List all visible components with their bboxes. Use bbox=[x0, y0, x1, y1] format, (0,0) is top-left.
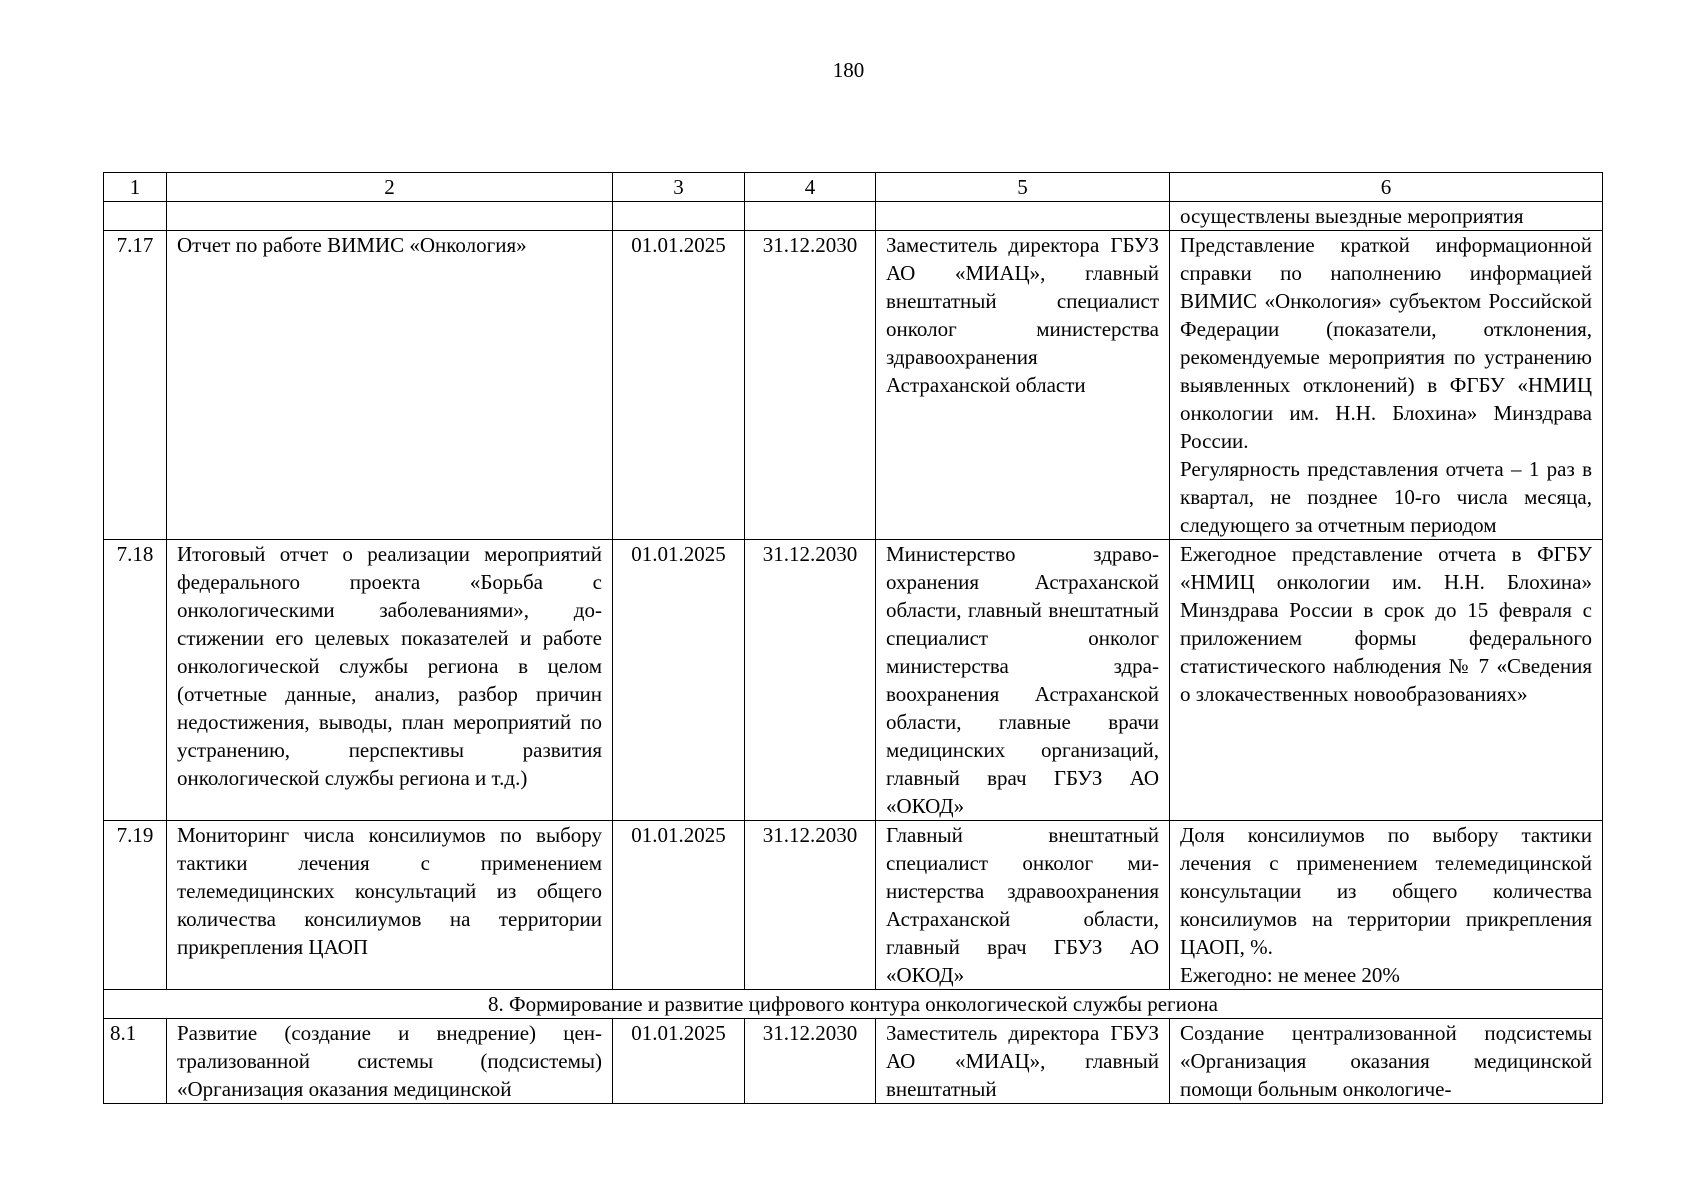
expected-result: Создание централизованной подсистемы «Организация оказания медицинской помощи больным онкологиче- bbox=[1170, 1019, 1603, 1104]
result-cell: осуществлены выездные мероприятия bbox=[1170, 202, 1603, 231]
start-date: 01.01.2025 bbox=[613, 540, 745, 821]
result-paragraph: Ежегодно: не менее 20% bbox=[1180, 963, 1400, 987]
column-number-6: 6 bbox=[1170, 173, 1603, 202]
expected-result bbox=[1170, 821, 1603, 990]
item-number: 8.1 bbox=[104, 1019, 167, 1104]
end-date: 31.12.2030 bbox=[745, 231, 876, 540]
start-date: 01.01.2025 bbox=[613, 821, 745, 990]
activity-name: Развитие (создание и внедрение) централизованной системы (подсистемы) «Организация оказания медицинской bbox=[167, 1019, 613, 1104]
cell-empty bbox=[876, 202, 1170, 231]
column-number-1: 1 bbox=[104, 173, 167, 202]
expected-result bbox=[1170, 231, 1603, 540]
table-row-7-17 bbox=[104, 231, 1603, 540]
end-date: 31.12.2030 bbox=[745, 540, 876, 821]
responsible-party: Главный внештатный специалист онколог министерства здравоохранения Астраханской области, главный врач ГБУЗ АО «ОКОД» bbox=[876, 821, 1170, 990]
activity-name: Итоговый отчет о реализации мероприятий федерального проекта «Борьба с онкологическими заболеваниями», достижении его целевых показателей и работе онкологической службы региона в целом (отчетные данные, анализ, разбор причин недостижения, выводы, план мероприятий по устранению, перспективы развития онкологической службы региона и т.д.) bbox=[167, 540, 613, 821]
result-paragraph: Доля консилиумов по выбору тактики лечения с применением телемедицинской консультации из общего количества консилиумов на территории прикрепления ЦАОП, %. bbox=[1180, 823, 1592, 959]
start-date: 01.01.2025 bbox=[613, 231, 745, 540]
plan-table bbox=[103, 172, 1603, 1104]
end-date: 31.12.2030 bbox=[745, 821, 876, 990]
activity-name: Мониторинг числа консилиумов по выбору тактики лечения с применением телемедицинских консультаций из общего количества консилиумов на территории прикрепления ЦАОП bbox=[167, 821, 613, 990]
column-number-4: 4 bbox=[745, 173, 876, 202]
column-number-3: 3 bbox=[613, 173, 745, 202]
activity-name: Отчет по работе ВИМИС «Онкология» bbox=[167, 231, 613, 540]
item-number: 7.18 bbox=[104, 540, 167, 821]
page-number: 180 bbox=[832, 58, 865, 82]
responsible-party: Министерство здравоохранения Астраханской области, главный внештатный специалист онколог министерства здравоохранения Астраханской области, главные врачи медицинских организаций, главный врач ГБУЗ АО «ОКОД» bbox=[876, 540, 1170, 821]
cell-empty bbox=[613, 202, 745, 231]
responsible-party: Заместитель директора ГБУЗ АО «МИАЦ», главный внештатный bbox=[876, 1019, 1170, 1104]
result-paragraph: Регулярность представления отчета – 1 раз в квартал, не позднее 10-го числа месяца, следующего за отчетным периодом bbox=[1180, 457, 1592, 537]
start-date: 01.01.2025 bbox=[613, 1019, 745, 1104]
continuation-row bbox=[104, 202, 1603, 231]
result-paragraph: Представление краткой информационной справки по наполнению информацией ВИМИС «Онкология» субъектом Российской Федерации (показатели, отклонения, рекомендуемые мероприятия по устранению выявленных отклонений) в ФГБУ «НМИЦ онкологии им. Н.Н. Блохина» Минздрава России. bbox=[1180, 233, 1592, 453]
cell-empty bbox=[167, 202, 613, 231]
section-heading-row bbox=[104, 990, 1603, 1019]
cell-empty bbox=[745, 202, 876, 231]
responsible-party: Заместитель директора ГБУЗ АО «МИАЦ», главный внештатный специалист онколог министерства здравоохранения Астраханской области bbox=[876, 231, 1170, 540]
expected-result bbox=[1170, 540, 1603, 821]
column-number-5: 5 bbox=[876, 173, 1170, 202]
table-header-row bbox=[104, 173, 1603, 202]
table-row-8-1 bbox=[104, 1019, 1603, 1104]
table-row-7-18 bbox=[104, 540, 1603, 821]
section-heading: 8. Формирование и развитие цифрового контура онкологической службы региона bbox=[104, 990, 1603, 1019]
result-paragraph: Ежегодное представление отчета в ФГБУ «НМИЦ онкологии им. Н.Н. Блохина» Минздрава России в срок до 15 февраля с приложением формы федерального статистического наблюдения № 7 «Сведения о злокачественных новообразованиях» bbox=[1180, 542, 1592, 706]
item-number: 7.17 bbox=[104, 231, 167, 540]
item-number: 7.19 bbox=[104, 821, 167, 990]
table-row-7-19 bbox=[104, 821, 1603, 990]
end-date: 31.12.2030 bbox=[745, 1019, 876, 1104]
cell-empty bbox=[104, 202, 167, 231]
column-number-2: 2 bbox=[167, 173, 613, 202]
